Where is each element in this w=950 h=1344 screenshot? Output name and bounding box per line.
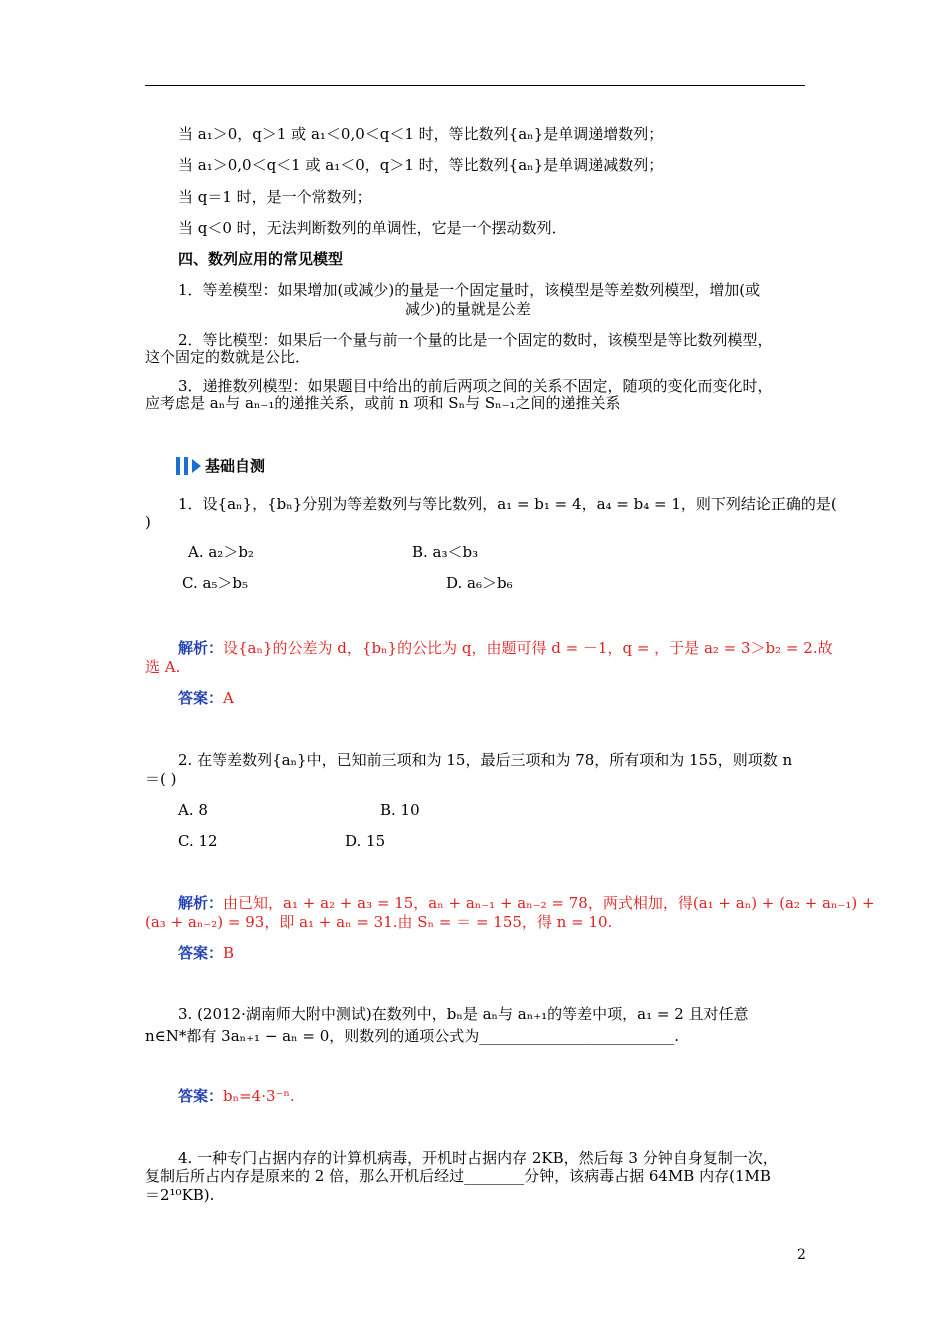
question-3-answer [178,1086,295,1106]
answer-value: bₙ=4·3⁻ⁿ. [223,1087,295,1105]
section-title: 基础自测 [205,457,266,475]
answer-value: B [223,944,235,962]
question-1-option-d: D. a₆＞b₆ [446,574,513,592]
model-3-line-b: 应考虑是 aₙ与 aₙ₋₁的递推关系，或前 n 项和 Sₙ与 Sₙ₋₁之间的递推关系 [145,394,621,412]
question-2-line-a: 2. 在等差数列{aₙ}中，已知前三项和为 15，最后三项和为 78，所有项和为 155，则项数 n [178,751,793,769]
question-1-solution-line-b: 选 A. [145,658,181,676]
question-2-answer [178,943,234,963]
solution-label: 解析： [178,894,224,912]
answer-label: 答案： [178,1087,224,1105]
badge-bar-icon [176,457,180,475]
section-heading-models: 四、数列应用的常见模型 [178,250,344,268]
section-badge [176,455,265,476]
page-number: 2 [797,1247,806,1263]
question-2-option-b: B. 10 [380,801,420,819]
question-4-line-a: 4. 一种专门占据内存的计算机病毒，开机时占据内存 2KB，然后每 3 分钟自身复制一次， [178,1149,778,1167]
question-2-solution-line-a [178,893,875,913]
answer-value: A [223,689,234,707]
question-3-line-a: 3. (2012·湖南师大附中测试)在数列中，bₙ是 aₙ与 aₙ₊₁的等差中项，a₁ = 2 且对任意 [178,1005,749,1023]
solution-label: 解析： [178,639,224,657]
badge-arrow-icon [192,459,201,473]
header-rule [145,85,805,86]
question-2-line-b: ＝( ) [145,770,177,788]
model-2-line-b: 这个固定的数就是公比． [145,348,311,366]
oscillating-sequence-line: 当 q＜0 时，无法判断数列的单调性，它是一个摆动数列． [178,219,567,237]
question-1-option-b: B. a₃＜b₃ [412,543,479,561]
question-1-line-b: ) [145,513,151,531]
question-2-option-d: D. 15 [345,832,386,850]
model-1-line-a: 1．等差模型：如果增加(或减少)的量是一个固定量时，该模型是等差数列模型，增加(或 [178,281,761,299]
model-1-line-b: 减少)的量就是公差 [405,300,531,318]
question-3-line-b: n∈N*都有 3aₙ₊₁ − aₙ = 0，则数列的通项公式为__________________________. [145,1027,680,1045]
answer-label: 答案： [178,944,224,962]
constant-sequence-line: 当 q＝1 时，是一个常数列； [178,188,372,206]
answer-label: 答案： [178,689,224,707]
question-2-solution-line-b: (a₃ + aₙ₋₂) = 93，即 a₁ + aₙ = 31.由 Sₙ = ＝ = 155，得 n = 10. [145,913,613,931]
question-1-line-a: 1．设{aₙ}，{bₙ}分别为等差数列与等比数列，a₁ = b₁ = 4，a₄ = b₄ = 1，则下列结论正确的是( [178,495,837,513]
question-1-option-c: C. a₅＞b₅ [182,574,249,592]
solution-text: 由已知，a₁ + a₂ + a₃ = 15，aₙ + aₙ₋₁ + aₙ₋₂ = 78，两式相加，得(a₁ + aₙ) + (a₂ + aₙ₋₁) + [223,894,875,912]
question-4-line-c: ＝2¹⁰KB). [145,1186,215,1204]
question-2-option-a: A. 8 [178,801,208,819]
model-2-line-a: 2．等比模型：如果后一个量与前一个量的比是一个固定的数时，该模型是等比数列模型， [178,331,773,349]
question-1-solution-line-a [178,638,833,658]
monotonic-increasing-line: 当 a₁＞0，q＞1 或 a₁＜0,0＜q＜1 时，等比数列{aₙ}是单调递增数列； [178,125,664,143]
model-3-line-a: 3．递推数列模型：如果题目中给出的前后两项之间的关系不固定，随项的变化而变化时， [178,377,773,395]
solution-text: 设{aₙ}的公差为 d，{bₙ}的公比为 q，由题可得 d = －1，q = ，于是 a₂ = 3＞b₂ = 2.故 [223,639,833,657]
monotonic-decreasing-line: 当 a₁＞0,0＜q＜1 或 a₁＜0，q＞1 时，等比数列{aₙ}是单调递减数列； [178,156,664,174]
question-2-option-c: C. 12 [178,832,218,850]
question-1-option-a: A. a₂＞b₂ [188,543,254,561]
question-4-line-b: 复制后所占内存是原来的 2 倍，那么开机后经过________分钟，该病毒占据 64MB 内存(1MB [145,1167,771,1185]
question-1-answer [178,688,234,708]
badge-bar-icon [184,457,188,475]
